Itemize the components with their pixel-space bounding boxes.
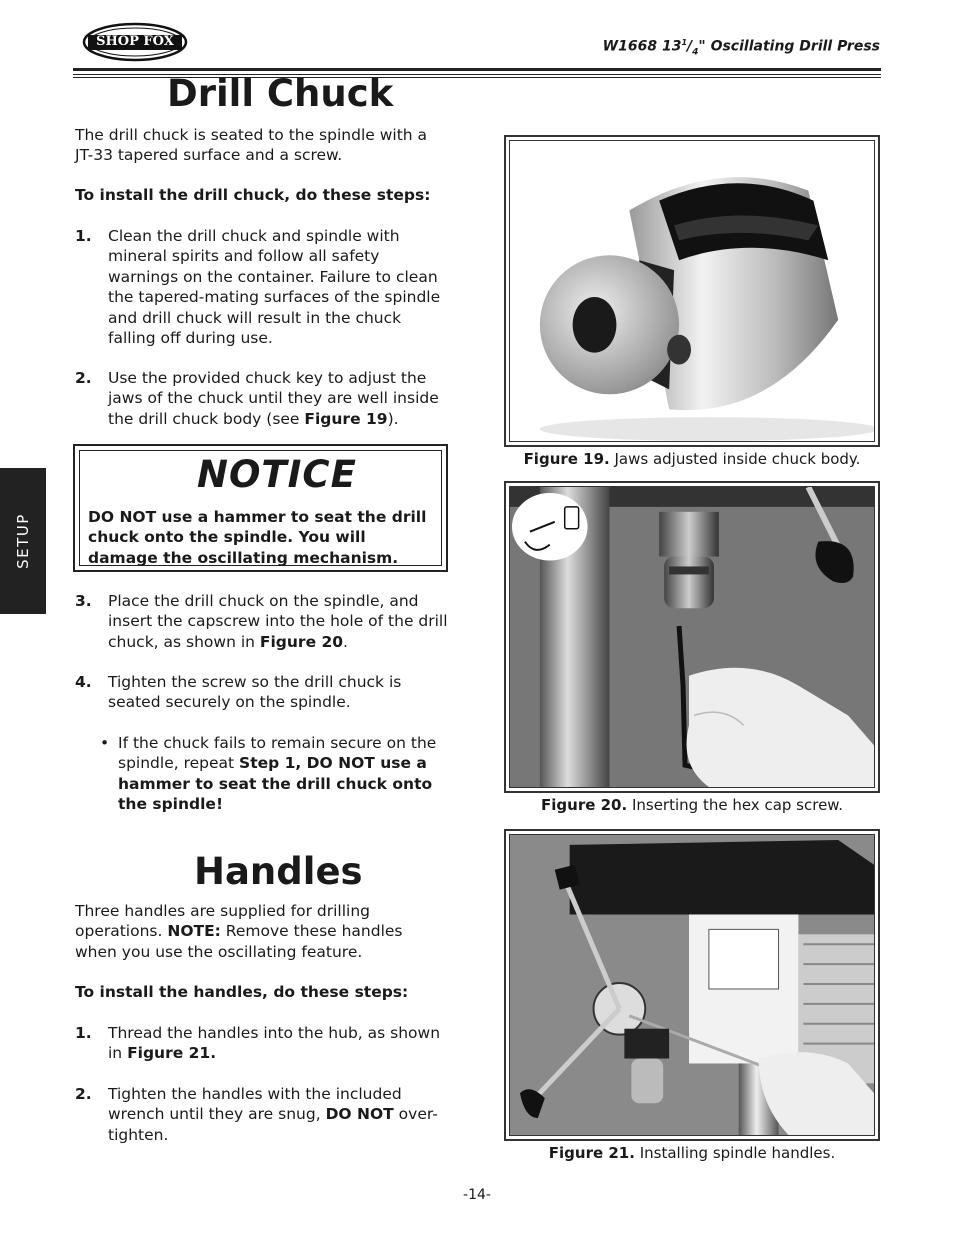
- page-number: -14-: [463, 1187, 491, 1203]
- handles-intro-a: Three handles are supplied for drilling operations.: [75, 902, 370, 941]
- side-tab-label: SETUP: [14, 513, 32, 569]
- handles-intro: [75, 901, 440, 962]
- logo-text: SHOP FOX: [96, 34, 174, 49]
- figure-ref: Figure 19: [304, 409, 388, 428]
- bullet-text: [118, 733, 450, 815]
- step-text-b: .: [343, 632, 348, 651]
- figure-ref: Figure 21.: [127, 1044, 217, 1063]
- step-text: [108, 1084, 450, 1145]
- step-number: 1.: [75, 227, 92, 245]
- step-text: [108, 368, 450, 429]
- figure-caption-text: Jaws adjusted inside chuck body.: [609, 450, 861, 468]
- notice-title: NOTICE: [197, 453, 357, 496]
- step-number: 3.: [75, 592, 92, 610]
- step-text: [108, 591, 450, 652]
- doc-title-frac-den: 4: [692, 47, 699, 58]
- shop-fox-logo: [82, 22, 188, 62]
- notice-body: DO NOT use a hammer to seat the drill chuck onto the spindle. You will damage the oscillating mechanism.: [88, 508, 427, 567]
- figure-20-image: [509, 486, 875, 788]
- step-text: Clean the drill chuck and spindle with mineral spirits and follow all safety warnings on the container. Failure to clean the tapered-mating surfaces of the spindle and drill chuck will result in the chuck falling off during use.: [108, 227, 441, 348]
- figure-label: Figure 20.: [541, 796, 628, 814]
- step-text-b: ).: [387, 409, 399, 428]
- figure-21-caption: [504, 1144, 880, 1162]
- figure-19-image: [509, 140, 875, 442]
- step-text-b: over-tighten.: [108, 1105, 438, 1144]
- handles-step-1: [75, 1023, 450, 1064]
- drill-chuck-bullet: [100, 733, 450, 815]
- figure-label: Figure 21.: [548, 1144, 635, 1162]
- figure-caption-text: Inserting the hex cap screw.: [627, 796, 843, 814]
- figure-21-image: [509, 834, 875, 1136]
- step-number: 1.: [75, 1024, 92, 1042]
- figure-20-frame: [504, 481, 880, 793]
- doc-title-frac-num: 1: [681, 38, 688, 47]
- step-text: Tighten the screw so the drill chuck is seated securely on the spindle.: [108, 673, 402, 712]
- drill-chuck-step-4: [75, 672, 450, 713]
- drill-chuck-step-1: [75, 226, 450, 348]
- step-text-a: Thread the handles into the hub, as shown in: [108, 1024, 441, 1063]
- step-text-a: Place the drill chuck on the spindle, and insert the capscrew into the hole of the drill chuck, as shown in: [108, 592, 448, 651]
- figure-19-frame: [504, 135, 880, 447]
- figure-21-frame: [504, 829, 880, 1141]
- header-rule: [73, 68, 881, 71]
- step-number: 2.: [75, 369, 92, 387]
- handles-intro-b: Remove these handles when you use the oscillating feature.: [75, 922, 403, 961]
- step-number: 2.: [75, 1085, 92, 1103]
- handles-steps-heading: To install the handles, do these steps:: [75, 983, 409, 1001]
- section-title-handles: Handles: [194, 850, 363, 893]
- handles-step-2: [75, 1084, 450, 1145]
- drill-chuck-intro: The drill chuck is seated to the spindle with a JT-33 tapered surface and a screw.: [75, 126, 428, 165]
- section-side-tab: [0, 468, 46, 614]
- doc-title-slash: /: [687, 38, 693, 55]
- bullet-text-b: !: [215, 795, 224, 814]
- bullet-icon: •: [100, 734, 110, 752]
- step-text: [108, 1023, 450, 1064]
- step-text-a: Use the provided chuck key to adjust the jaws of the chuck until they are well inside the drill chuck body (see: [108, 369, 439, 428]
- section-title-drill-chuck: Drill Chuck: [167, 72, 394, 115]
- handles-note-label: NOTE:: [167, 922, 221, 941]
- figure-label: Figure 19.: [523, 450, 610, 468]
- step-text-a: Tighten the handles with the included wrench until they are snug,: [108, 1085, 402, 1124]
- doc-title-prefix: W1668 13: [602, 38, 682, 55]
- notice-inner-border: [79, 450, 442, 566]
- figure-ref: Figure 20: [259, 632, 344, 651]
- figure-caption-text: Installing spindle handles.: [634, 1144, 836, 1162]
- doc-title-suffix: " Oscillating Drill Press: [698, 38, 880, 55]
- drill-chuck-steps-heading: To install the drill chuck, do these steps:: [75, 186, 431, 204]
- figure-19-caption: [504, 450, 880, 468]
- document-title: [603, 38, 880, 57]
- drill-chuck-step-2: [75, 368, 450, 429]
- drill-chuck-step-3: [75, 591, 450, 652]
- step-number: 4.: [75, 673, 92, 691]
- step-bold: DO NOT: [325, 1105, 394, 1124]
- bullet-bold: Step 1, DO NOT use a hammer to seat the drill chuck onto the spindle: [118, 754, 433, 814]
- notice-box: [73, 444, 448, 572]
- figure-20-caption: [504, 796, 880, 814]
- bullet-text-a: If the chuck fails to remain secure on the spindle, repeat: [118, 734, 437, 773]
